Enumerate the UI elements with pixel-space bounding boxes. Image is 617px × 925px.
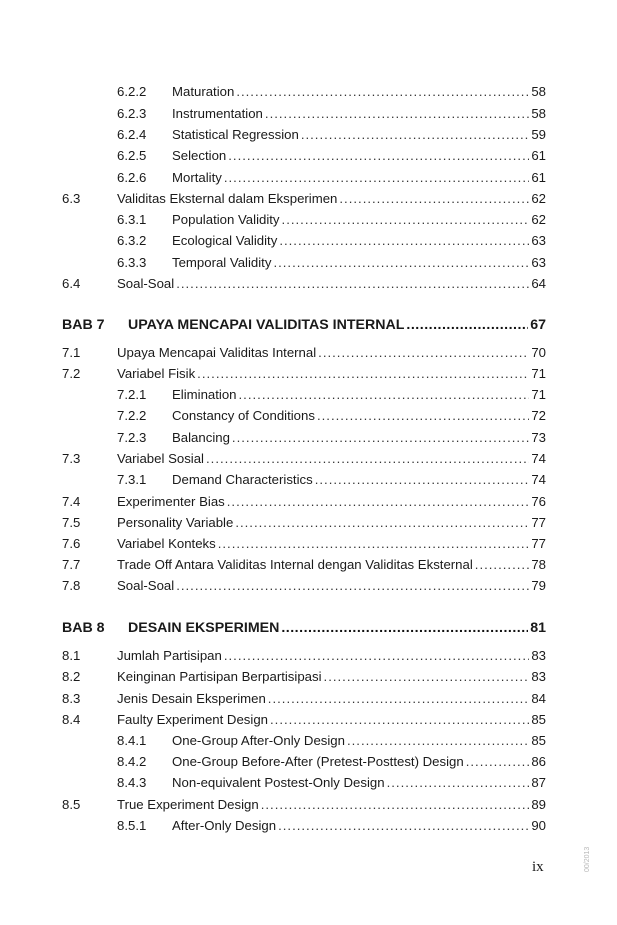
- toc-entry: [62, 104, 546, 124]
- entry-page: 63: [531, 233, 546, 248]
- chapter-number: BAB 8: [62, 620, 105, 636]
- toc-entry: [62, 534, 546, 554]
- entry-number: 7.4: [62, 494, 81, 509]
- entry-title: Upaya Mencapai Validitas Internal: [117, 345, 317, 360]
- dot-leader: [232, 428, 529, 448]
- dot-leader: [475, 555, 530, 575]
- toc-entry: [62, 689, 546, 709]
- entry-page: 84: [531, 691, 546, 706]
- entry-page: 63: [531, 255, 546, 270]
- dot-leader: [324, 667, 530, 687]
- entry-page: 58: [531, 106, 546, 121]
- entry-page: 79: [531, 578, 546, 593]
- dot-leader: [197, 364, 529, 384]
- entry-title: Elimination: [172, 387, 237, 402]
- entry-title: Variabel Fisik: [117, 366, 196, 381]
- toc-entry: [62, 752, 546, 772]
- entry-page: 74: [531, 451, 546, 466]
- entry-page: 70: [531, 345, 546, 360]
- entry-number: 8.4: [62, 712, 81, 727]
- entry-number: 6.2.5: [117, 148, 147, 163]
- dot-leader: [206, 449, 529, 469]
- entry-page: 72: [531, 408, 546, 423]
- toc-entry: [62, 555, 546, 575]
- scan-stamp: 00/2013: [584, 846, 591, 872]
- entry-number: 7.3: [62, 451, 81, 466]
- entry-title: Instrumentation: [172, 106, 263, 121]
- entry-number: 6.2.3: [117, 106, 147, 121]
- entry-number: 8.4.3: [117, 775, 147, 790]
- entry-title: Maturation: [172, 84, 235, 99]
- entry-page: 64: [531, 276, 546, 291]
- entry-number: 8.5: [62, 797, 81, 812]
- entry-title: Jenis Desain Eksperimen: [117, 691, 266, 706]
- entry-number: 8.2: [62, 669, 81, 684]
- entry-title: Faulty Experiment Design: [117, 712, 268, 727]
- chapter-page: 67: [530, 317, 546, 333]
- toc-entry: [62, 773, 546, 793]
- entry-number: 6.2.2: [117, 84, 147, 99]
- entry-page: 89: [531, 797, 546, 812]
- toc-entry: [62, 449, 546, 469]
- dot-leader: [278, 816, 529, 836]
- dot-leader: [318, 343, 529, 363]
- page-number: ix: [532, 859, 544, 875]
- entry-page: 71: [531, 366, 546, 381]
- toc-entry: [62, 731, 546, 751]
- entry-title: Soal-Soal: [117, 276, 175, 291]
- dot-leader: [176, 274, 529, 294]
- chapter-heading: [62, 313, 546, 337]
- entry-number: 7.2.2: [117, 408, 147, 423]
- toc-entry: [62, 210, 546, 230]
- entry-number: 7.2: [62, 366, 81, 381]
- dot-leader: [301, 125, 530, 145]
- dot-leader: [218, 534, 530, 554]
- entry-number: 7.2.3: [117, 430, 147, 445]
- dot-leader: [387, 773, 530, 793]
- entry-title: True Experiment Design: [117, 797, 259, 812]
- entry-page: 83: [531, 648, 546, 663]
- dot-leader: [224, 646, 530, 666]
- entry-number: 8.4.2: [117, 754, 147, 769]
- toc-entry: [62, 82, 546, 102]
- entry-title: Personality Variable: [117, 515, 234, 530]
- dot-leader: [270, 710, 529, 730]
- entry-page: 90: [531, 818, 546, 833]
- dot-leader: [282, 210, 530, 230]
- entry-number: 8.3: [62, 691, 81, 706]
- toc-entry: [62, 406, 546, 426]
- toc-entry: [62, 385, 546, 405]
- entry-number: 6.3: [62, 191, 81, 206]
- entry-title: Temporal Validity: [172, 255, 272, 270]
- toc-entry: [62, 492, 546, 512]
- entry-title: One-Group Before-After (Pretest-Posttest) Design: [172, 754, 464, 769]
- entry-title: Experimenter Bias: [117, 494, 225, 509]
- entry-number: 7.2.1: [117, 387, 147, 402]
- toc-entry: [62, 576, 546, 596]
- entry-number: 7.1: [62, 345, 81, 360]
- toc-entry: [62, 667, 546, 687]
- chapter-title: UPAYA MENCAPAI VALIDITAS INTERNAL: [128, 317, 405, 333]
- entry-page: 71: [531, 387, 546, 402]
- dot-leader: [339, 189, 529, 209]
- entry-number: 6.4: [62, 276, 81, 291]
- entry-page: 58: [531, 84, 546, 99]
- entry-title: Constancy of Conditions: [172, 408, 315, 423]
- toc-entry: [62, 274, 546, 294]
- entry-number: 8.4.1: [117, 733, 147, 748]
- entry-page: 77: [531, 536, 546, 551]
- entry-page: 86: [531, 754, 546, 769]
- dot-leader: [261, 795, 530, 815]
- dot-leader: [228, 146, 529, 166]
- entry-title: Variabel Konteks: [117, 536, 216, 551]
- entry-number: 6.3.1: [117, 212, 147, 227]
- chapter-heading: [62, 616, 546, 640]
- chapter-number: BAB 7: [62, 317, 105, 333]
- chapter-page: 81: [530, 620, 546, 636]
- dot-leader: [235, 513, 529, 533]
- entry-number: 7.5: [62, 515, 81, 530]
- entry-number: 6.3.3: [117, 255, 147, 270]
- entry-page: 77: [531, 515, 546, 530]
- toc-entry: [62, 710, 546, 730]
- entry-page: 59: [531, 127, 546, 142]
- entry-page: 73: [531, 430, 546, 445]
- entry-page: 87: [531, 775, 546, 790]
- toc-entry: [62, 364, 546, 384]
- entry-title: Non-equivalent Postest-Only Design: [172, 775, 385, 790]
- dot-leader: [236, 82, 529, 102]
- dot-leader: [265, 104, 529, 124]
- entry-number: 7.3.1: [117, 472, 147, 487]
- chapter-title: DESAIN EKSPERIMEN: [128, 620, 280, 636]
- entry-title: Balancing: [172, 430, 230, 445]
- dot-leader: [466, 752, 530, 772]
- dot-leader: [406, 313, 528, 337]
- toc-entry: [62, 231, 546, 251]
- dot-leader: [224, 168, 530, 188]
- toc-entry: [62, 146, 546, 166]
- toc-entry: [62, 189, 546, 209]
- toc-entry: [62, 646, 546, 666]
- toc-entry: [62, 253, 546, 273]
- entry-page: 85: [531, 712, 546, 727]
- dot-leader: [279, 231, 529, 251]
- entry-page: 61: [531, 148, 546, 163]
- entry-title: Mortality: [172, 170, 222, 185]
- toc-entry: [62, 125, 546, 145]
- entry-title: Variabel Sosial: [117, 451, 204, 466]
- entry-title: Statistical Regression: [172, 127, 299, 142]
- entry-page: 85: [531, 733, 546, 748]
- entry-title: Jumlah Partisipan: [117, 648, 222, 663]
- entry-number: 7.6: [62, 536, 81, 551]
- toc-entry: [62, 816, 546, 836]
- entry-number: 8.1: [62, 648, 81, 663]
- dot-leader: [176, 576, 529, 596]
- entry-page: 61: [531, 170, 546, 185]
- dot-leader: [268, 689, 530, 709]
- entry-number: 6.2.4: [117, 127, 147, 142]
- entry-title: After-Only Design: [172, 818, 277, 833]
- toc-entry: [62, 795, 546, 815]
- entry-title: Population Validity: [172, 212, 280, 227]
- entry-number: 7.8: [62, 578, 81, 593]
- entry-title: Keinginan Partisipan Berpartisipasi: [117, 669, 322, 684]
- dot-leader: [239, 385, 530, 405]
- dot-leader: [315, 470, 530, 490]
- entry-title: Soal-Soal: [117, 578, 175, 593]
- entry-title: Trade Off Antara Validitas Internal dengan Validitas Eksternal: [117, 557, 473, 572]
- entry-number: 6.2.6: [117, 170, 147, 185]
- entry-page: 76: [531, 494, 546, 509]
- entry-page: 62: [531, 191, 546, 206]
- entry-title: One-Group After-Only Design: [172, 733, 345, 748]
- dot-leader: [273, 253, 529, 273]
- entry-title: Selection: [172, 148, 227, 163]
- entry-number: 6.3.2: [117, 233, 147, 248]
- entry-page: 62: [531, 212, 546, 227]
- toc-entry: [62, 513, 546, 533]
- toc-entry: [62, 428, 546, 448]
- toc-entry: [62, 168, 546, 188]
- toc-entry: [62, 343, 546, 363]
- entry-page: 74: [531, 472, 546, 487]
- entry-page: 83: [531, 669, 546, 684]
- dot-leader: [347, 731, 529, 751]
- entry-title: Validitas Eksternal dalam Eksperimen: [117, 191, 338, 206]
- dot-leader: [281, 616, 528, 640]
- dot-leader: [227, 492, 530, 512]
- entry-number: 7.7: [62, 557, 81, 572]
- entry-title: Ecological Validity: [172, 233, 278, 248]
- entry-title: Demand Characteristics: [172, 472, 313, 487]
- dot-leader: [317, 406, 529, 426]
- toc-entry: [62, 470, 546, 490]
- entry-page: 78: [531, 557, 546, 572]
- entry-number: 8.5.1: [117, 818, 147, 833]
